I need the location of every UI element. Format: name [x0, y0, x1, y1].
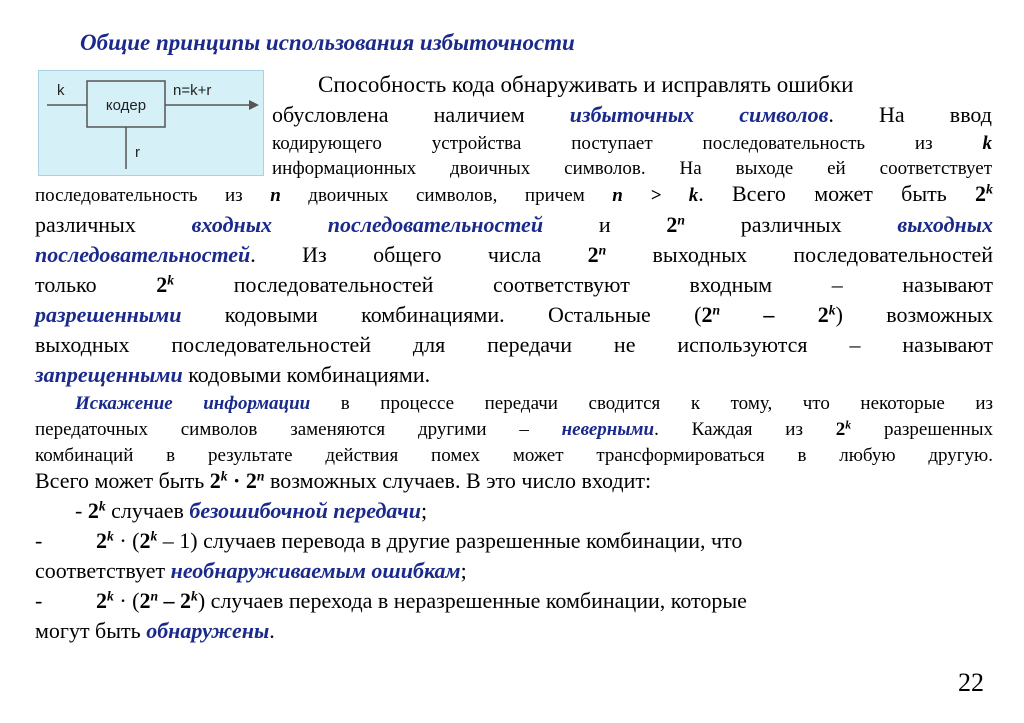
term-forbidden: запрещенными [35, 362, 183, 387]
para2-line3: комбинаций в результате действия помех может трансформироваться в любую другую. [35, 445, 993, 466]
term-distortion: Искажение информации [75, 393, 311, 414]
para1-line7: последовательностей. Из общего числа 2$^n$ выходных последовательностей [35, 242, 993, 267]
page-title: Общие принципы использования избыточности [80, 30, 575, 55]
para1-line8: только 2$^k$ последовательностей соответствуют входным – называют [35, 272, 993, 297]
para2-line2: передаточных символов заменяются другими – неверными. Каждая из 2$^k$ разрешенных [35, 418, 993, 440]
encoder-diagram [38, 70, 264, 176]
term-wrong: неверными [561, 419, 655, 440]
diagram-output-label: n=k+r [173, 82, 212, 99]
list-item-undetected-dash: - [35, 528, 43, 553]
para1-line10: выходных последовательностей для передачи не используются – называют [35, 332, 993, 357]
para1-line1: Способность кода обнаруживать и исправлять ошибки [318, 72, 854, 97]
para1-line2: обусловлена наличием избыточных символов. На ввод [272, 102, 992, 127]
page-number: 22 [958, 668, 984, 697]
term-allowed: разрешенными [35, 302, 182, 327]
term-redundant-symbols: избыточных символов [569, 102, 829, 127]
para1-line9: разрешенными кодовыми комбинациями. Остальные (2$^n$ – 2$^k$) возможных [35, 302, 993, 327]
diagram-block-label: кодер [105, 97, 147, 114]
para1-line5: последовательность из n двоичных символов, причем n > k. Всего может быть 2$^k$ [35, 181, 994, 206]
para2-line4: Всего может быть $2^k \cdot 2^n$ возможных случаев. В это число входит: [35, 468, 652, 493]
list-item-detected-line2: могут быть обнаружены. [35, 618, 275, 643]
list-item-undetected-line2: соответствует необнаруживаемым ошибкам; [35, 558, 467, 583]
para1-line6: различных входных последовательностей и 2$^n$ различных выходных [35, 212, 994, 237]
para1-line11: запрещенными кодовыми комбинациями. [35, 362, 431, 387]
term-undetected-errors: необнаруживаемым ошибкам [170, 558, 461, 583]
diagram-input-label: k [57, 82, 65, 99]
term-output: выходных [897, 212, 994, 237]
term-sequences: последовательностей [35, 242, 251, 267]
para2-line1: Искажение информации в процессе передачи сводится к тому, что некоторые из [75, 393, 993, 414]
list-item-undetected: $2^k \cdot (2^k - 1)$ случаев перевода в другие разрешенные комбинации, что [96, 528, 743, 553]
term-input-sequences: входных последовательностей [191, 212, 544, 237]
term-error-free: безошибочной передачи [189, 498, 421, 523]
term-detected: обнаружены [146, 618, 270, 643]
para1-line3: кодирующего устройства поступает последовательность из k [272, 133, 992, 154]
list-item-detected-dash: - [35, 588, 43, 613]
list-item-detected: $2^k \cdot (2^n - 2^k)$ случаев перехода в неразрешенные комбинации, которые [96, 588, 747, 613]
list-item-error-free: - 2$^k$ случаев безошибочной передачи; [75, 498, 428, 523]
diagram-redundancy-label: r [135, 144, 140, 161]
para1-line4: информационных двоичных символов. На выходе ей соответствует [272, 158, 992, 179]
